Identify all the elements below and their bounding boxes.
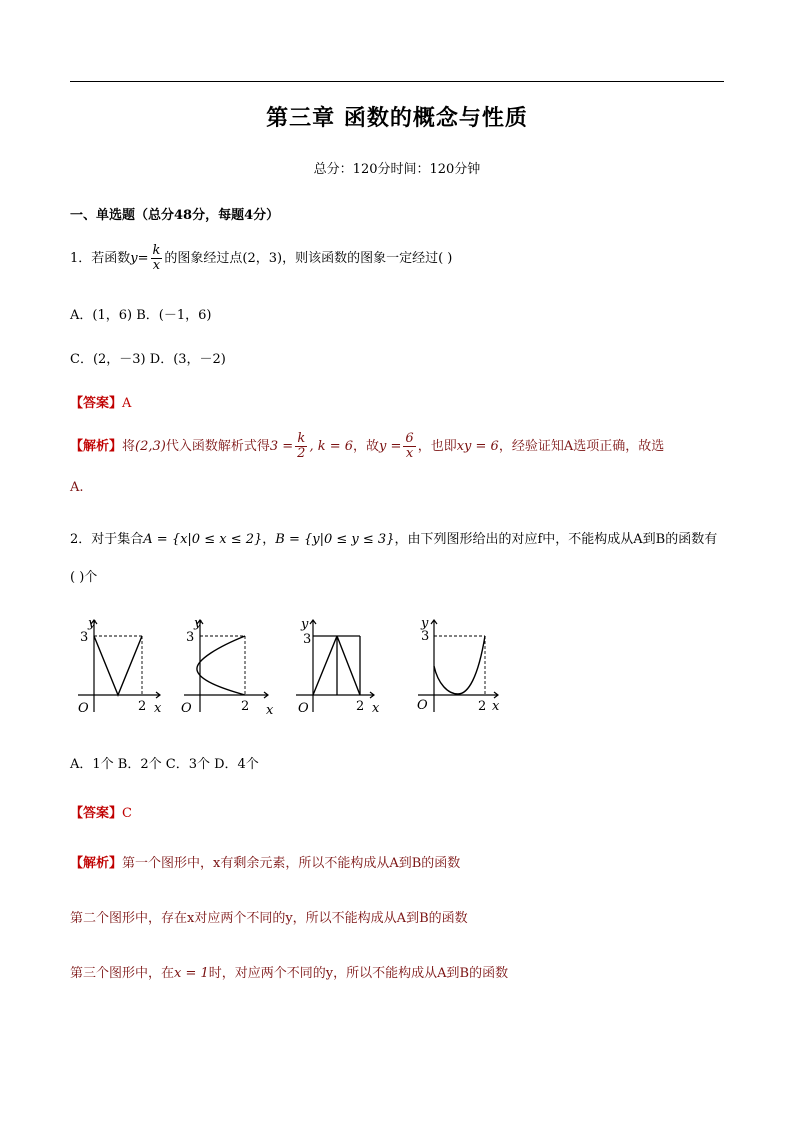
graph-1-y-label: y <box>88 616 96 631</box>
graph-4-curve <box>434 636 485 694</box>
q1-analysis-text: ，故 <box>353 439 380 454</box>
q1-analysis-text: 将 <box>122 439 136 454</box>
q2-options: A．1个 B．2个 C．3个 D．4个 <box>70 757 259 772</box>
question-2 <box>70 528 717 547</box>
q1-analysis-math: (2,3) <box>135 439 166 454</box>
graph-1-curve <box>94 636 142 695</box>
q1-fraction <box>151 244 163 273</box>
q2-set-a: A = {x|0 ≤ x ≤ 2} <box>143 532 263 547</box>
q1-analysis-frac-num: 6 <box>405 431 414 446</box>
q1-analysis-math: 3 = <box>269 439 294 454</box>
graph-3-origin: O <box>298 701 309 716</box>
graph-2-ytick: 3 <box>186 630 195 645</box>
q1-analysis-math: y = <box>379 439 402 454</box>
graph-1-x-label: x <box>154 701 162 716</box>
graph-2-y-label: y <box>194 616 202 631</box>
graph-1 <box>78 620 160 712</box>
q1-analysis-line2: A. <box>70 480 84 495</box>
q2-answer <box>70 802 132 821</box>
graph-4-ytick: 3 <box>421 629 430 644</box>
q1-analysis-fraction <box>295 432 307 461</box>
q1-y-eq: y= <box>130 251 149 266</box>
q2-suffix: ，由下列图形给出的对应f中，不能构成从A到B的函数有 <box>394 532 718 547</box>
page-title: 第三章 函数的概念与性质 <box>266 105 528 131</box>
q2-analysis-3-text: 时，对应两个不同的y，所以不能构成从A到B的函数 <box>208 966 509 981</box>
q1-analysis-frac-den: 2 <box>297 446 306 461</box>
graph-4-origin: O <box>417 698 428 713</box>
q2-analysis-1 <box>70 852 460 871</box>
q2-comma: ， <box>262 532 276 547</box>
graph-4-xtick: 2 <box>478 699 487 714</box>
graph-3-ytick: 3 <box>303 632 312 647</box>
graph-2-x-label: x <box>266 703 274 718</box>
q1-options-row2: C．(2，－3) D．(3，－2) <box>70 352 226 367</box>
graph-3-falling-segment <box>337 636 360 695</box>
q1-answer <box>70 392 131 411</box>
q1-analysis <box>70 432 664 461</box>
graph-3-y-label: y <box>301 617 309 632</box>
graph-3-xtick: 2 <box>356 699 365 714</box>
graph-3-x-label: x <box>372 701 380 716</box>
q1-analysis-math: xy = 6 <box>456 439 499 454</box>
q2-analysis-3 <box>70 962 508 981</box>
q1-analysis-text: ，经验证知A选项正确，故选 <box>498 439 665 454</box>
q1-analysis-frac-num: k <box>295 432 307 447</box>
q2-line2: ( )个 <box>70 570 98 585</box>
graph-1-origin: O <box>78 701 89 716</box>
q2-set-b: B = {y|0 ≤ y ≤ 3} <box>275 532 395 547</box>
q2-analysis-3-math: x = 1 <box>174 966 209 981</box>
q2-analysis-label: 【解析】 <box>70 856 123 871</box>
q2-analysis-2: 第二个图形中，存在x对应两个不同的y，所以不能构成从A到B的函数 <box>70 911 468 926</box>
header-rule <box>70 81 724 82</box>
graph-2-origin: O <box>181 701 192 716</box>
q1-answer-label: 【答案】 <box>70 396 123 411</box>
q2-prefix: 2．对于集合 <box>70 532 144 547</box>
q2-analysis-3-text: 第三个图形中，在 <box>70 966 175 981</box>
graph-1-xtick: 2 <box>138 699 147 714</box>
q2-analysis-1-text: 第一个图形中，x有剩余元素，所以不能构成从A到B的函数 <box>122 856 461 871</box>
q1-answer-value: A <box>122 396 132 411</box>
graph-2-xtick: 2 <box>241 699 250 714</box>
section-heading: 一、单选题（总分48分，每题4分） <box>70 208 280 223</box>
q1-suffix: 的图象经过点(2，3)，则该函数的图象一定经过( ) <box>164 251 453 266</box>
q1-analysis-fraction <box>403 432 415 461</box>
q1-analysis-text: 代入函数解析式得 <box>165 439 270 454</box>
graph-4-x-label: x <box>492 699 500 714</box>
graph-3-rising-segment <box>313 636 337 695</box>
q1-prefix: 1．若函数 <box>70 251 131 266</box>
question-1 <box>70 244 452 273</box>
graph-4-y-label: y <box>421 616 429 631</box>
q1-frac-num: k <box>152 243 161 258</box>
q1-frac-den: x <box>152 258 161 273</box>
q2-answer-value: C <box>122 806 132 821</box>
q1-analysis-label: 【解析】 <box>70 439 123 454</box>
q1-analysis-text: ，也即 <box>417 439 457 454</box>
q2-answer-label: 【答案】 <box>70 806 123 821</box>
graph-2-curve <box>197 636 245 695</box>
q1-analysis-frac-den: x <box>405 446 414 461</box>
graph-2 <box>184 620 268 712</box>
graph-1-ytick: 3 <box>80 630 89 645</box>
q2-graphs <box>70 608 520 720</box>
q1-analysis-math: , k = 6 <box>309 439 354 454</box>
exam-meta: 总分：120分时间：120分钟 <box>313 162 481 177</box>
q1-options-row1: A．(1，6) B．(－1，6) <box>70 308 212 323</box>
